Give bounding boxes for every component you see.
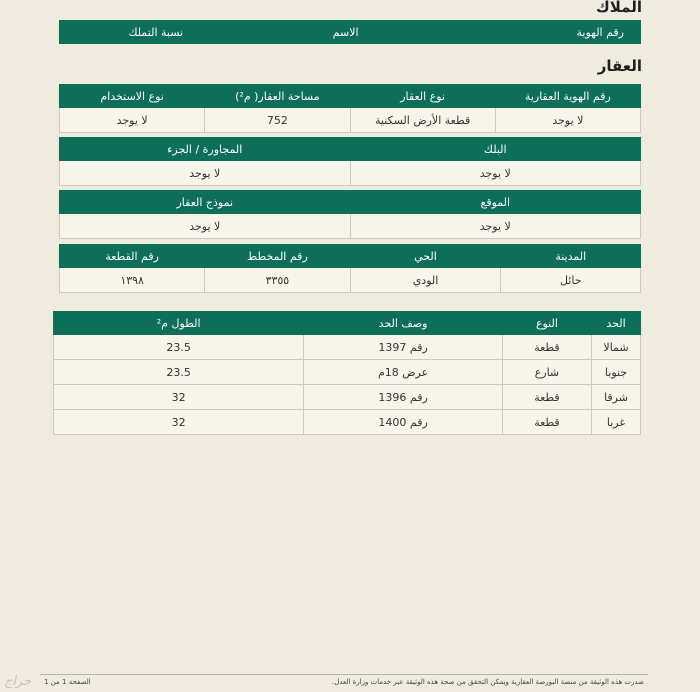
header-plot-number: رقم القطعة (60, 245, 205, 268)
property-title: العقار (597, 57, 642, 75)
boundary-description: رقم 1397 (304, 335, 503, 360)
boundaries-header-row (54, 312, 641, 335)
property-header-row (60, 85, 641, 108)
boundary-length: 32 (54, 410, 304, 435)
value-property-id: لا يوجد (495, 108, 640, 133)
value-neighborhood-part: لا يوجد (60, 161, 351, 186)
watermark-logo: حراج (4, 674, 32, 689)
boundary-direction: جنوبا (592, 360, 641, 385)
boundaries-table (53, 311, 641, 435)
value-property-area: 752 (205, 108, 350, 133)
boundary-type: قطعة (502, 335, 591, 360)
footer-note: صدرت هذه الوثيقة من منصة البورصة العقارية ويمكن التحقق من صحة هذه الوثيقة عبر خدمات وزارة العدل. (332, 678, 644, 686)
header-boundary-length: الطول م² (54, 312, 304, 335)
header-plan-number: رقم المخطط (205, 245, 350, 268)
value-plan-number: ٣٣٥٥ (205, 268, 350, 293)
value-block: لا يوجد (350, 161, 641, 186)
city-values-row (60, 268, 641, 293)
owners-header-name: الاسم (252, 21, 439, 44)
boundary-row (54, 385, 641, 410)
header-city: المدينة (501, 245, 641, 268)
block-header-row (60, 138, 641, 161)
owners-header-id: رقم الهوية (439, 21, 640, 44)
value-city: حائل (501, 268, 641, 293)
owners-header-row (60, 21, 641, 44)
header-property-area: مساحة العقار( م²) (205, 85, 350, 108)
value-usage-type: لا يوجد (60, 108, 205, 133)
boundary-row (54, 360, 641, 385)
value-property-type: قطعة الأرض السكنية (350, 108, 495, 133)
boundary-direction: غربا (592, 410, 641, 435)
block-values-row (60, 161, 641, 186)
location-values-row (60, 214, 641, 239)
boundary-length: 23.5 (54, 335, 304, 360)
boundary-type: شارع (502, 360, 591, 385)
header-neighborhood-part: المجاورة / الجزء (60, 138, 351, 161)
header-usage-type: نوع الاستخدام (60, 85, 205, 108)
header-boundary-type: النوع (502, 312, 591, 335)
header-boundary: الحد (592, 312, 641, 335)
footer-divider (40, 674, 648, 675)
location-header-row (60, 191, 641, 214)
boundary-length: 32 (54, 385, 304, 410)
header-boundary-desc: وصف الحد (304, 312, 503, 335)
boundary-length: 23.5 (54, 360, 304, 385)
boundary-row (54, 410, 641, 435)
value-district: الودي (350, 268, 501, 293)
property-values-row (60, 108, 641, 133)
owners-table (59, 20, 641, 44)
owners-title: الملاك (596, 0, 642, 16)
header-district: الحي (350, 245, 501, 268)
property-table-3 (59, 190, 641, 239)
header-block: البلك (350, 138, 641, 161)
owners-header-share: نسبة التملك (60, 21, 253, 44)
header-property-type: نوع العقار (350, 85, 495, 108)
boundary-direction: شرقا (592, 385, 641, 410)
header-property-model: نموذج العقار (60, 191, 351, 214)
header-property-id: رقم الهوية العقارية (495, 85, 640, 108)
boundary-description: رقم 1400 (304, 410, 503, 435)
boundary-direction: شمالا (592, 335, 641, 360)
boundary-description: عرض 18م (304, 360, 503, 385)
boundary-type: قطعة (502, 385, 591, 410)
footer-page-number: الصفحة 1 من 1 (44, 678, 91, 686)
value-plot-number: ١٣٩٨ (60, 268, 205, 293)
city-header-row (60, 245, 641, 268)
property-table-1 (59, 84, 641, 133)
boundary-type: قطعة (502, 410, 591, 435)
property-table-4 (59, 244, 641, 293)
boundary-description: رقم 1396 (304, 385, 503, 410)
boundary-row (54, 335, 641, 360)
property-table-2 (59, 137, 641, 186)
value-location: لا يوجد (350, 214, 641, 239)
value-property-model: لا يوجد (60, 214, 351, 239)
header-location: الموقع (350, 191, 641, 214)
